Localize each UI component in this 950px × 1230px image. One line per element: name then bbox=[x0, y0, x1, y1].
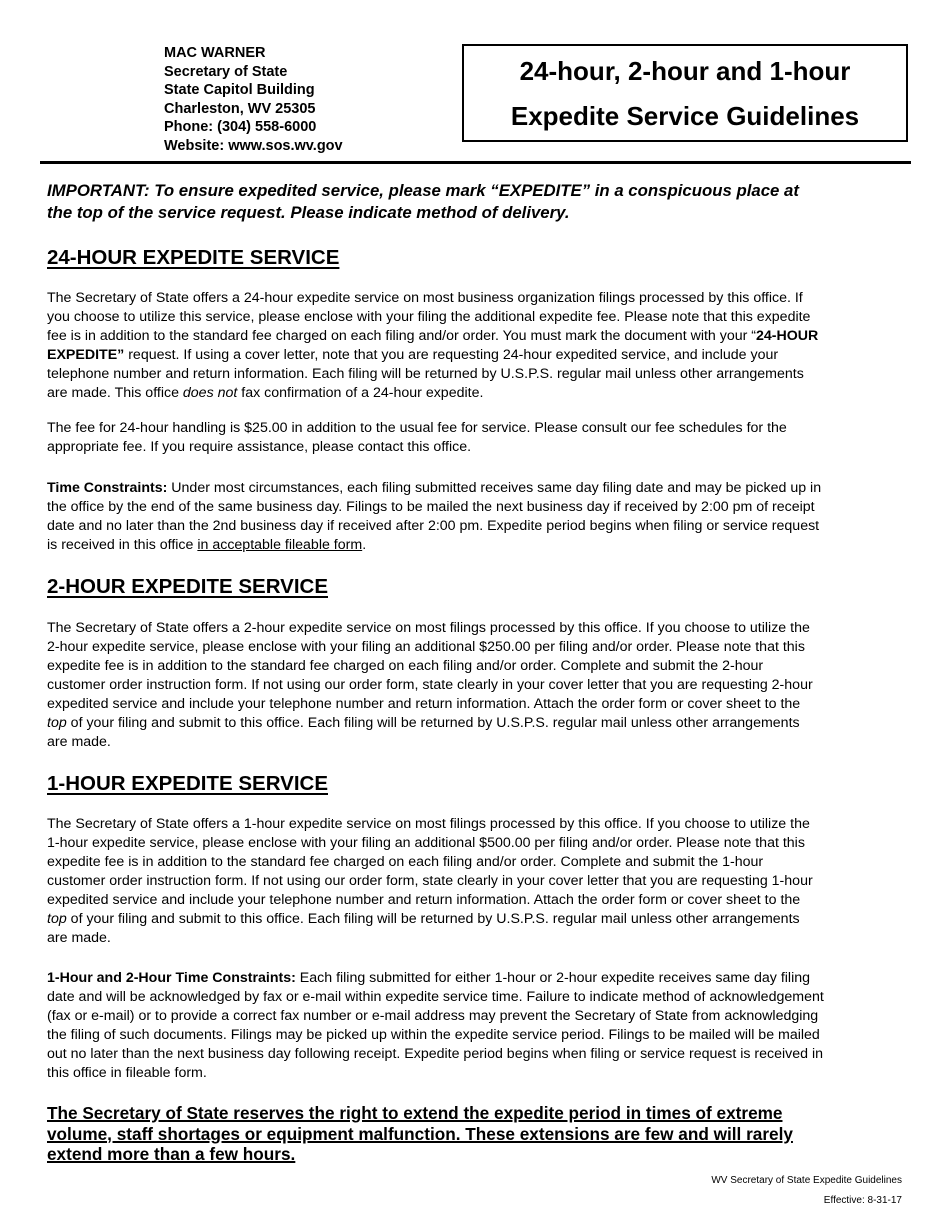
footer-effective-date: Effective: 8-31-17 bbox=[823, 1195, 902, 1206]
important-line1: IMPORTANT: To ensure expedited service, please mark “EXPEDITE” in a conspicuous place at bbox=[47, 181, 799, 200]
text-line: telephone number and return information. Each filing will be returned by U.S.P.S. regular mail unless other arrangements bbox=[47, 366, 804, 382]
paragraph-24-hour-time-constraints bbox=[47, 479, 905, 555]
paragraph-2-hour bbox=[47, 619, 905, 752]
text-run: Each filing submitted for either 1-hour or 2-hour expedite receives same day filing bbox=[295, 970, 811, 986]
heading-1-hour: 1-HOUR EXPEDITE SERVICE bbox=[47, 772, 328, 795]
text-run: is received in this office bbox=[47, 537, 198, 553]
text-line bbox=[47, 346, 905, 365]
document-title-box bbox=[462, 44, 908, 142]
header-divider bbox=[40, 161, 911, 164]
text-line: the office by the end of the same business day. Filings to be mailed the next business day if received by 2:00 pm of receipt bbox=[47, 499, 815, 515]
text-line: The fee for 24-hour handling is $25.00 in addition to the usual fee for service. Please consult our fee schedules for the bbox=[47, 420, 787, 436]
text-line bbox=[47, 384, 905, 403]
paragraph-24-hour-fee bbox=[47, 419, 905, 457]
text-line: The Secretary of State offers a 1-hour expedite service on most filings processed by this office. If you choose to utilize the bbox=[47, 816, 810, 832]
text-line: date and no later than the 2nd business day if received after 2:00 pm. Expedite period begins when filing or service request bbox=[47, 518, 820, 534]
text-line: expedite fee is in addition to the standard fee charged on each filing and/or order. Complete and submit the 1-hour bbox=[47, 854, 764, 870]
underlined-run: in acceptable fileable form bbox=[197, 537, 363, 553]
document-title-line2: Expedite Service Guidelines bbox=[510, 101, 860, 131]
text-line: (fax or e-mail) or to provide a correct fax number or e-mail address may prevent the Secretary of State from acknowledging bbox=[47, 1008, 819, 1024]
city-state-zip: Charleston, WV 25305 bbox=[164, 100, 316, 117]
office-address-block bbox=[164, 44, 343, 156]
text-line bbox=[47, 714, 905, 733]
heading-2-hour: 2-HOUR EXPEDITE SERVICE bbox=[47, 575, 328, 598]
italic-run: does not bbox=[182, 385, 238, 401]
italic-run: top bbox=[47, 911, 67, 927]
text-line: expedite fee is in addition to the standard fee charged on each filing and/or order. Complete and submit the 2-hour bbox=[47, 658, 764, 674]
text-line: are made. bbox=[47, 930, 111, 946]
text-line: 1-hour expedite service, please enclose with your filing an additional $500.00 per filing and/or order. Please note that this bbox=[47, 835, 805, 851]
text-run: are made. This office bbox=[47, 385, 183, 401]
text-line: out no later than the next business day following receipt. Expedite period begins when filing or service request is received in bbox=[47, 1046, 824, 1062]
official-name: MAC WARNER bbox=[164, 45, 266, 61]
text-line bbox=[47, 969, 905, 988]
important-notice bbox=[47, 180, 907, 224]
text-line: extend more than a few hours. bbox=[47, 1144, 296, 1164]
text-line: the filing of such documents. Filings may be picked up within the expedite service period. Filings to be mailed will be mailed bbox=[47, 1027, 820, 1043]
italic-run: top bbox=[47, 715, 67, 731]
document-title-line1: 24-hour, 2-hour and 1-hour bbox=[519, 56, 851, 86]
label-run: Time Constraints: bbox=[47, 480, 168, 496]
closing-statement bbox=[47, 1103, 907, 1165]
text-line bbox=[47, 910, 905, 929]
important-line2: the top of the service request. Please indicate method of delivery. bbox=[47, 203, 570, 222]
heading-24-hour: 24-HOUR EXPEDITE SERVICE bbox=[47, 246, 340, 269]
text-line: are made. bbox=[47, 734, 111, 750]
paragraph-1-2-hour-time-constraints bbox=[47, 969, 905, 1083]
text-run: fee is in addition to the standard fee charged on each filing and/or order. You must mark the document with your “ bbox=[47, 328, 757, 344]
text-run: of your filing and submit to this office. Each filing will be returned by U.S.P.S. regular mail unless other arrangements bbox=[66, 715, 800, 731]
official-title: Secretary of State bbox=[164, 63, 288, 80]
text-line: this office in fileable form. bbox=[47, 1065, 207, 1081]
paragraph-24-hour-intro bbox=[47, 289, 905, 403]
paragraph-1-hour bbox=[47, 815, 905, 948]
bold-run: 24-HOUR bbox=[756, 328, 819, 344]
building-name: State Capitol Building bbox=[164, 82, 315, 99]
phone-number: Phone: (304) 558-6000 bbox=[164, 119, 317, 136]
text-line: you choose to utilize this service, please enclose with your filing the additional expedite fee. Please note that this expedite bbox=[47, 309, 811, 325]
text-run: of your filing and submit to this office. Each filing will be returned by U.S.P.S. regular mail unless other arrangements bbox=[66, 911, 800, 927]
text-line: 2-hour expedite service, please enclose with your filing an additional $250.00 per filing and/or order. Please note that this bbox=[47, 639, 805, 655]
label-run: 1-Hour and 2-Hour Time Constraints: bbox=[47, 970, 296, 986]
text-line: customer order instruction form. If not using our order form, state clearly in your cover letter that you are requesting 2-hour bbox=[47, 677, 813, 693]
text-line: customer order instruction form. If not using our order form, state clearly in your cover letter that you are requesting 1-hour bbox=[47, 873, 813, 889]
text-line: expedited service and include your telephone number and return information. Attach the order form or cover sheet to the bbox=[47, 892, 801, 908]
text-run: request. If using a cover letter, note that you are requesting 24-hour expedited service, and include your bbox=[124, 347, 779, 363]
text-line: The Secretary of State offers a 24-hour expedite service on most business organization filings processed by this office. If bbox=[47, 290, 803, 306]
bold-run: EXPEDITE” bbox=[47, 347, 125, 363]
text-run: Under most circumstances, each filing submitted receives same day filing date and may be picked up in bbox=[167, 480, 822, 496]
text-line bbox=[47, 327, 905, 346]
text-line: The Secretary of State reserves the right to extend the expedite period in times of extreme bbox=[47, 1103, 783, 1123]
text-line: The Secretary of State offers a 2-hour expedite service on most filings processed by this office. If you choose to utilize the bbox=[47, 620, 810, 636]
text-line bbox=[47, 479, 905, 498]
footer-document-name: WV Secretary of State Expedite Guidelines bbox=[711, 1175, 902, 1186]
text-line bbox=[47, 536, 905, 555]
website: Website: www.sos.wv.gov bbox=[164, 137, 343, 154]
text-line: expedited service and include your telephone number and return information. Attach the order form or cover sheet to the bbox=[47, 696, 801, 712]
text-line: volume, staff shortages or equipment malfunction. These extensions are few and will rarely bbox=[47, 1123, 793, 1144]
text-run: fax confirmation of a 24-hour expedite. bbox=[237, 385, 484, 401]
text-line: appropriate fee. If you require assistance, please contact this office. bbox=[47, 439, 472, 455]
text-run: . bbox=[362, 537, 367, 553]
text-line: date and will be acknowledged by fax or e-mail within expedite service time. Failure to indicate method of acknowledgement bbox=[47, 989, 824, 1005]
